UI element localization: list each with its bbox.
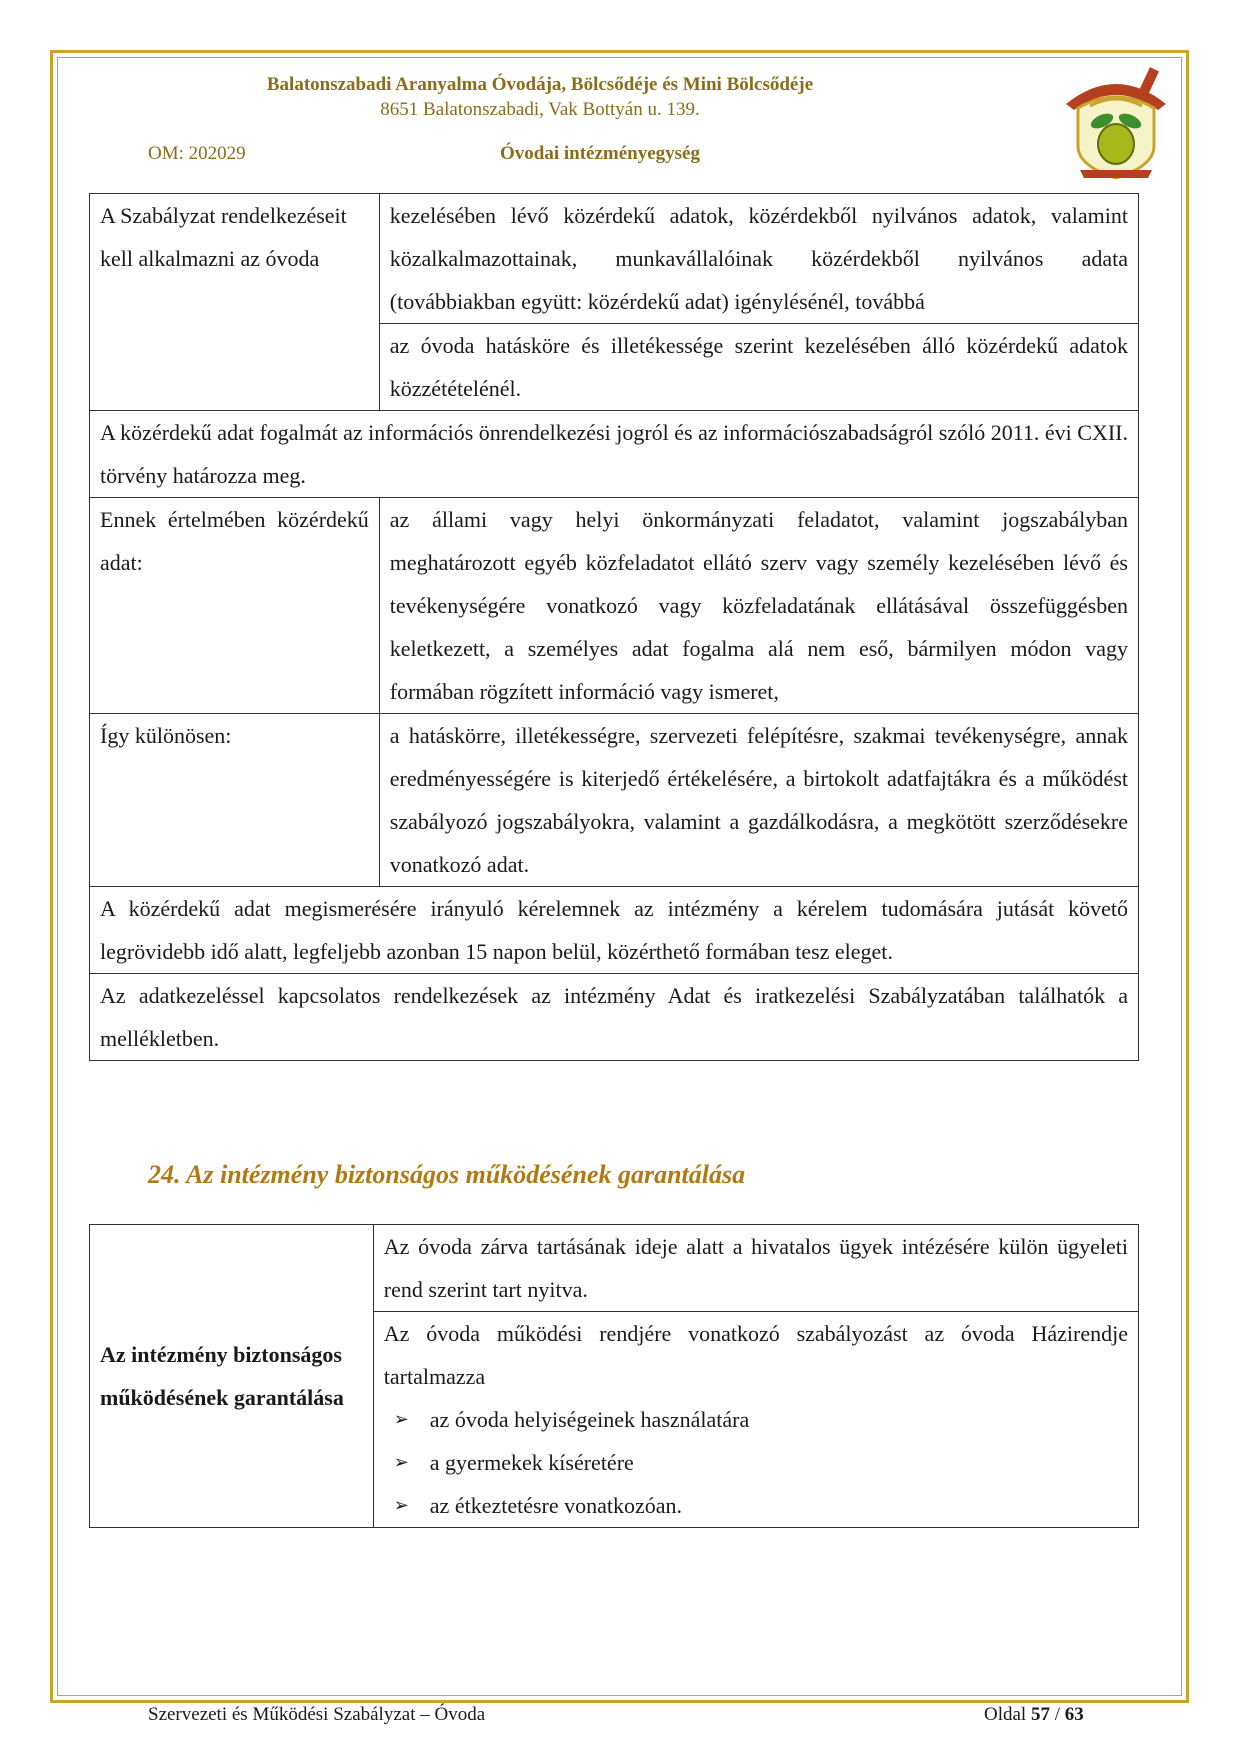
table-row: [90, 887, 1139, 974]
page-separator: /: [1049, 1704, 1065, 1725]
table-row: [90, 1225, 1139, 1312]
page-number: [984, 1704, 1084, 1726]
page-current: 57: [1030, 1704, 1050, 1725]
safety-label: Az intézmény biztonságos működésének garantálása: [90, 1225, 374, 1528]
scope-label: A Szabályzat rendelkezéseit kell alkalmazni az óvoda: [90, 194, 380, 411]
section-heading: 24. Az intézmény biztonságos működésének garantálása: [148, 1160, 746, 1189]
safety-table: [89, 1224, 1139, 1528]
definition-text: A közérdekű adat fogalmát az információs önrendelkezési jogról és az információszabadságról szóló 2011. évi CXII. törvény határozza meg.: [90, 411, 1139, 498]
especially-label: Így különösen:: [90, 714, 380, 887]
scope-text-a: kezelésében lévő közérdekű adatok, közérdekből nyilvános adatok, valamint közalkalmazottainak, munkavállalóinak közérdekből nyilvános adata (továbbiakban együtt: közérdekű adat) igénylésénél, továbbá: [379, 194, 1138, 324]
table-row: [90, 974, 1139, 1061]
unit-name: Óvodai intézményegység: [499, 143, 700, 164]
institution-name: Balatonszabadi Aranyalma Óvodája, Bölcsődéje és Mini Bölcsődéje: [266, 74, 814, 95]
data-handling-text: Az adatkezeléssel kapcsolatos rendelkezések az intézmény Adat és iratkezelési Szabályzatában találhatók a mellékletben.: [90, 974, 1139, 1061]
page-prefix: Oldal: [984, 1704, 1027, 1725]
table-row: [90, 714, 1139, 887]
bullet-text: az étkeztetésre vonatkozóan.: [429, 1493, 683, 1518]
list-item: [384, 1484, 1128, 1527]
public-data-text: az állami vagy helyi önkormányzati feladatot, valamint jogszabályban meghatározott egyéb közfeladatot ellátó szerv vagy személy kezelésében lévő és tevékenységére vonatkozó vagy közfeladatának ellátásával összefüggésben keletkezett, a személyes adat fogalma alá nem eső, bármilyen módon vagy formában rögzített információ vagy ismeret,: [379, 498, 1138, 714]
footer-doc-title: Szervezeti és Működési Szabályzat – Óvoda: [148, 1704, 486, 1725]
house-rules-cell: [373, 1312, 1138, 1528]
arrow-bullet-icon: ➢: [393, 1495, 409, 1515]
list-item: [384, 1441, 1128, 1484]
page-total: 63: [1064, 1704, 1084, 1725]
institution-address: 8651 Balatonszabadi, Vak Bottyán u. 139.: [380, 99, 700, 120]
public-data-table: [89, 193, 1139, 1061]
om-number: OM: 202029: [148, 143, 246, 164]
closure-text: Az óvoda zárva tartásának ideje alatt a hivatalos ügyek intézésére külön ügyeleti rend szerint tart nyitva.: [373, 1225, 1138, 1312]
scope-text-b: az óvoda hatásköre és illetékessége szerint kezelésében álló közérdekű adatok közzétételénél.: [379, 324, 1138, 411]
bullet-text: a gyermekek kíséretére: [429, 1450, 634, 1475]
list-item: [384, 1398, 1128, 1441]
arrow-bullet-icon: ➢: [393, 1409, 409, 1429]
request-deadline-text: A közérdekű adat megismerésére irányuló kérelemnek az intézmény a kérelem tudomására jutását követő legrövidebb idő alatt, legfeljebb azonban 15 napon belül, közérthető formában tesz eleget.: [90, 887, 1139, 974]
house-rules-intro: Az óvoda működési rendjére vonatkozó szabályozást az óvoda Házirendje tartalmazza: [383, 1321, 1128, 1389]
table-row: [90, 194, 1139, 324]
arrow-bullet-icon: ➢: [393, 1452, 409, 1472]
public-data-label: Ennek értelmében közérdekű adat:: [90, 498, 380, 714]
especially-text: a hatáskörre, illetékességre, szervezeti felépítésre, szakmai tevékenységre, annak eredményességére is kiterjedő értékelésére, a birtokolt adatfajtákra és a működést szabályozó jogszabályokra, valamint a gazdálkodásra, a megkötött szerződésekre vonatkozó adat.: [379, 714, 1138, 887]
table-row: [90, 498, 1139, 714]
bullet-text: az óvoda helyiségeinek használatára: [429, 1407, 750, 1432]
table-row: [90, 411, 1139, 498]
kindergarten-logo: [1060, 66, 1172, 184]
